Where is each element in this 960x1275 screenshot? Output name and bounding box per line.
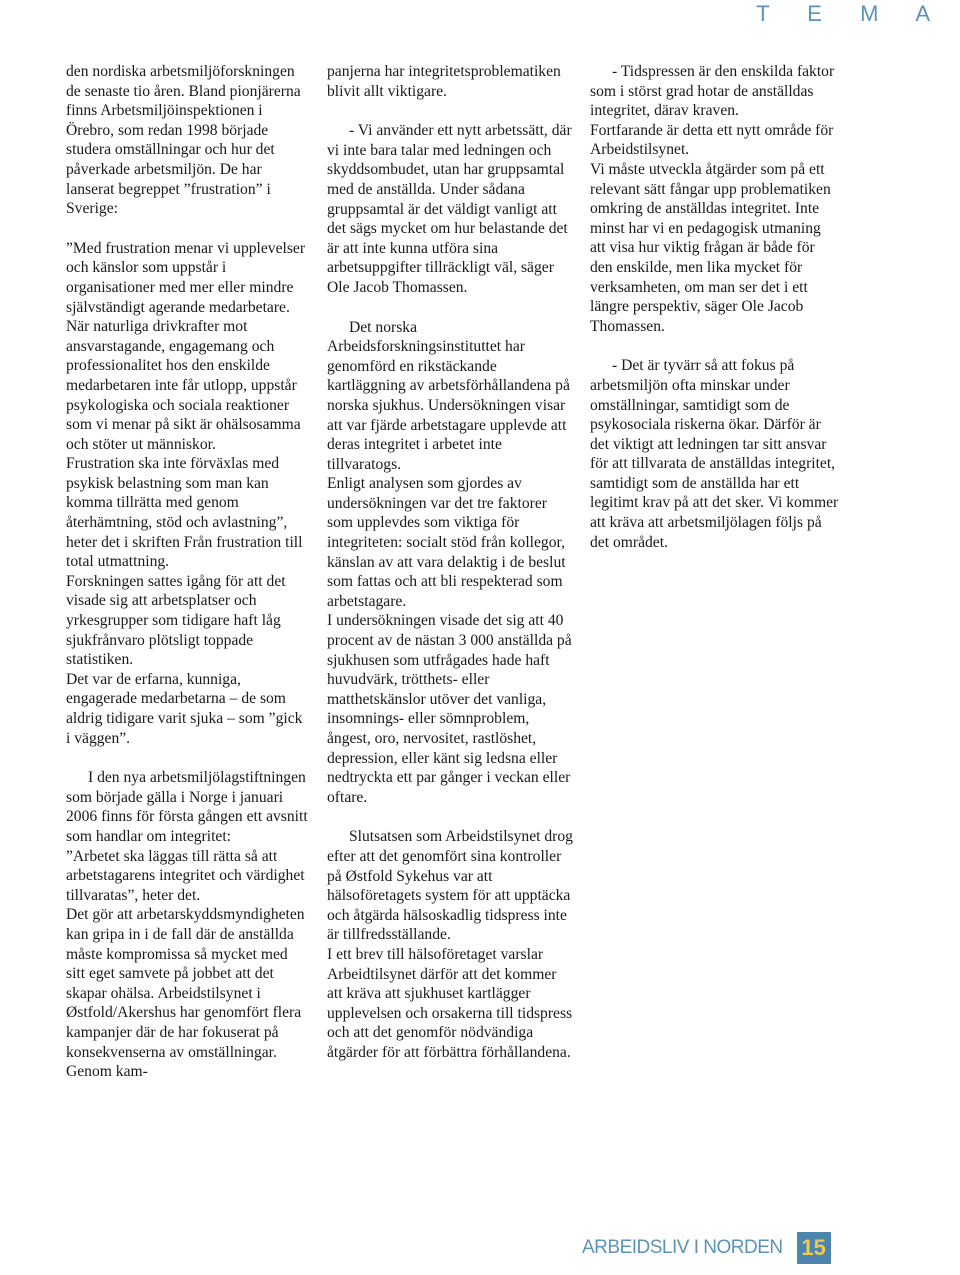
article-paragraph: Det norska Arbeidsforskningsinstituttet har genomförd en rikstäckande kartläggning av arbetsförhållandena på norska sjukhus. Undersökningen visar att var fjärde arbetstagare upplevde att deras integritet i arbetet inte tillvaratogs. — [327, 318, 570, 473]
article-paragraph: Det var de erfarna, kunniga, engagerade medarbetarna – de som aldrig tidigare varit sjuka – som ”gick i väggen”. — [66, 670, 303, 747]
text-column-1 — [66, 62, 310, 1082]
article-paragraph: Forskningen sattes igång för att det visade sig att arbetsplatser och yrkesgrupper som tidigare haft låg sjukfrånvaro plötsligt toppade statistiken. — [66, 572, 286, 669]
article-paragraph: I ett brev till hälsoföretaget varslar Arbeidtilsynet därför att det kommer att kräva att sjukhuset kartlägger upplevelsen och orsakerna till tidspress och att det genomför nödvändiga åtgärder för att förbättra förhållandena. — [327, 945, 573, 1061]
article-paragraph: Vi måste utveckla åtgärder som på ett relevant sätt fångar upp problematiken omkring de anställdas integritet. Inte minst har vi en pedagogisk utmaning att visa hur viktig frågan är både för den enskilde, men lika mycket för verksamheten, om man ser det i ett längre perspektiv, säger Ole Jacob Thomassen. — [590, 160, 831, 335]
article-paragraph: Fortfarande är detta ett nytt område för Arbeidstilsynet. — [590, 121, 834, 159]
section-tag: T E M A — [756, 1, 946, 26]
article-paragraph: den nordiska arbetsmiljöforskningen de senaste tio åren. Bland pionjärerna finns Arbetsmiljöinspektionen i Örebro, som redan 1998 började studera omställningar och hur det påverkade arbetsmiljön. De har lanserat begreppet ”frustration” i Sverige: — [66, 63, 301, 218]
text-column-2 — [327, 62, 575, 1063]
article-paragraph: ”Med frustration menar vi upplevelser och känslor som uppstår i organisationer med mer eller mindre självständigt agerande medarbetare. När naturliga drivkrafter mot ansvarstagande, engagemang och professionalitet hos den enskilde medarbetaren inte får utlopp, uppstår psykologiska och sociala reaktioner som vi menar på sikt är ohälsosamma och stöter ut människor. — [66, 239, 306, 453]
publication-title: ARBEIDSLIV I NORDEN — [582, 1237, 783, 1258]
article-paragraph: panjerna har integritetsproblematiken blivit allt viktigare. — [327, 63, 561, 100]
article-paragraph: Det gör att arbetarskyddsmyndigheten kan gripa in i de fall där de anställda måste kompromissa så mycket med sitt eget samvete på jobbet att det skapar ohälsa. Arbeidstilsynet i Østfold/Akershus har genomfört flera kampanjer där de har fokuserat på konsekvenserna av omställningar. Genom kam- — [66, 906, 305, 1081]
article-paragraph: Enligt analysen som gjordes av undersökningen var det tre faktorer som upplevdes som viktiga för integriteten: socialt stöd från kollegor, känslan av att vara delaktig i de beslut som fattas och att bli respekterad som arbetstagare. — [327, 475, 566, 610]
article-paragraph: - Vi använder ett nytt arbetssätt, där vi inte bara talar med ledningen och skyddsombudet, utan har gruppsamtal med de anställda. Under sådana gruppsamtal är det väldigt vanligt att det sägs mycket om hur belastande det är att inte kunna utföra sina arbetsuppgifter tillräckligt väl, säger Ole Jacob Thomassen. — [327, 122, 572, 296]
article-paragraph: I den nya arbetsmiljölagstiftningen som började gälla i Norge i januari 2006 finns för första gången ett avsnitt som handlar om integritet: — [66, 769, 308, 845]
article-paragraph: Slutsatsen som Arbeidstilsynet drog efter att det genomfört sina kontroller på Østfold Sykehus var att hälsoföretagets system för att upptäcka och åtgärda hälsoskadlig tidspress inte är tillfredsställande. — [327, 828, 573, 944]
article-paragraph: - Det är tyvärr så att fokus på arbetsmiljön ofta minskar under omställningar, samtidigt som de psykosociala riskerna ökar. Därför är det viktigt att ledningen tar sitt ansvar för att tillvarata de anställdas integritet, samtidigt som de anställda har ett legitimt krav på att det sker. Vi kommer att kräva att arbetsmiljölagen följs på det området. — [590, 357, 839, 551]
article-paragraph: ”Arbetet ska läggas till rätta så att arbetstagarens integritet och värdighet tillvaratas”, heter det. — [66, 847, 305, 904]
page-number: 15 — [797, 1232, 831, 1264]
article-paragraph: I undersökningen visade det sig att 40 procent av de nästan 3 000 anställda på sjukhusen som utfrågades hade haft huvudvärk, trötthets- eller matthetskänslor utöver det vanliga, insomnings- eller sömnproblem, ångest, oro, nervositet, rastlöshet, depression, eller känt sig ledsna eller nedtryckta ett par gånger i veckan eller oftare. — [327, 612, 572, 806]
article-paragraph: - Tidspressen är den enskilda faktor som i störst grad hotar de anställdas integritet, därav kraven. — [590, 63, 835, 120]
text-column-3 — [590, 62, 840, 552]
page-footer — [582, 1232, 831, 1264]
article-paragraph: Frustration ska inte förväxlas med psykisk belastning som man kan komma tillrätta med genom återhämtning, stöd och avlastning”, heter det i skriften Från frustration till total utmattning. — [66, 455, 303, 571]
